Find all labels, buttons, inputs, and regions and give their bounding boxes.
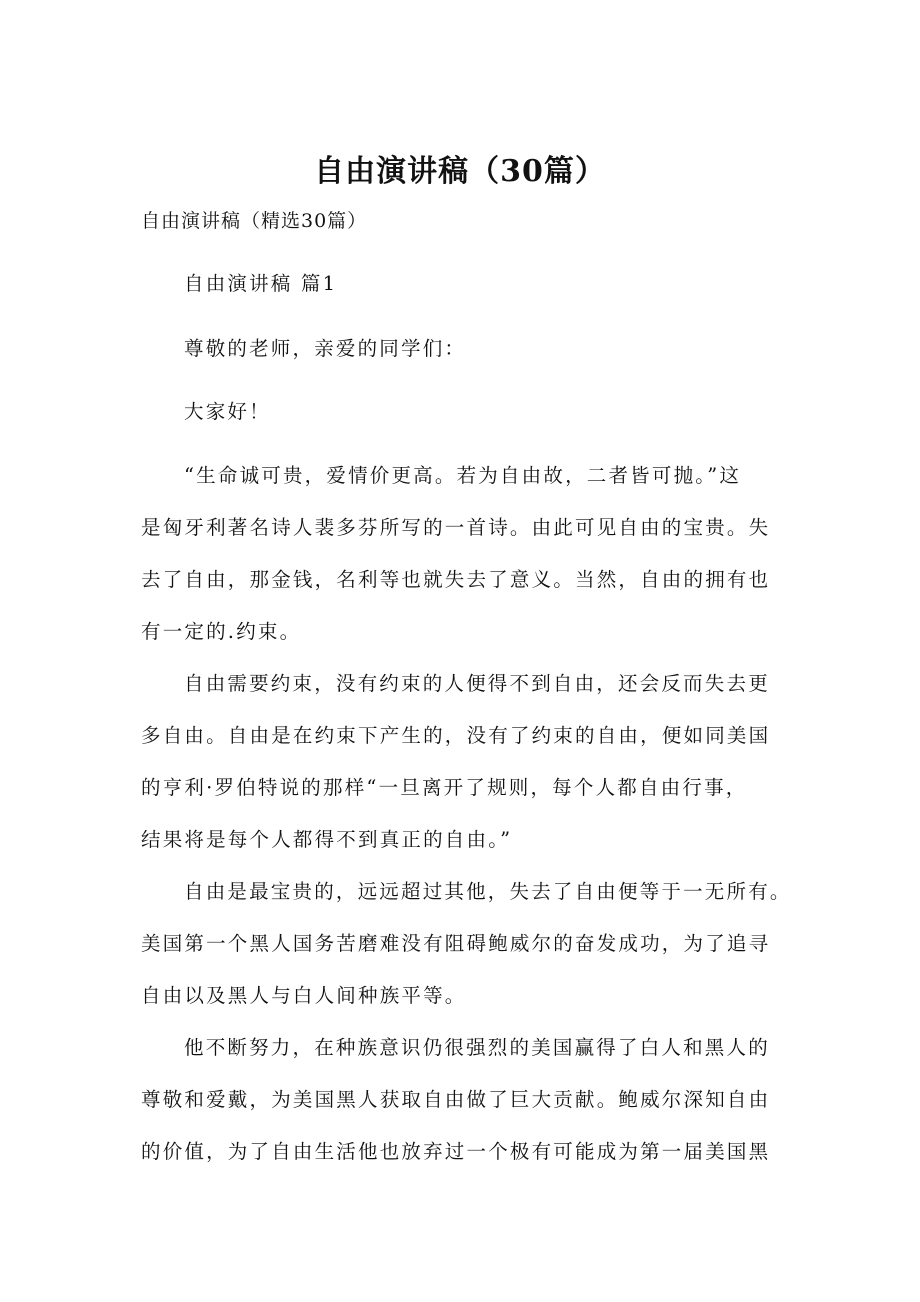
paragraph-line: 多自由。自由是在约束下产生的，没有了约束的自由，便如同美国 [141,724,771,747]
paragraph-4 [141,1022,801,1178]
document-subtitle: 自由演讲稿（精选30篇） [141,210,368,232]
paragraph-line: 结果将是每个人都得不到真正的自由。” [141,828,513,851]
paragraph-line: 美国第一个黑人国务苦磨难没有阻碍鲍威尔的奋发成功，为了追寻 [141,932,771,955]
paragraph-line: 有一定的.约束。 [141,620,302,643]
greeting-block [141,386,801,438]
paragraph-line: 尊敬和爱戴，为美国黑人获取自由做了巨大贡献。鲍威尔深知自由 [141,1088,771,1111]
paragraph-2 [141,658,801,866]
paragraph-line: 是匈牙利著名诗人裴多芬所写的一首诗。由此可见自由的宝贵。失 [141,516,771,539]
greeting: 大家好！ [184,400,271,423]
paragraph-line: 去了自由，那金钱，名利等也就失去了意义。当然，自由的拥有也 [141,568,771,591]
document-title: 自由演讲稿（30篇） [314,154,606,189]
paragraph-1 [141,450,801,658]
paragraph-line: 的价值，为了自由生活他也放弃过一个极有可能成为第一届美国黑 [141,1140,771,1163]
paragraph-line: 自由需要约束，没有约束的人便得不到自由，还会反而失去更 [184,672,770,695]
section-heading-block [141,258,801,310]
section-heading: 自由演讲稿 篇1 [184,272,338,295]
paragraph-line: 他不断努力，在种族意识仍很强烈的美国赢得了白人和黑人的 [184,1036,770,1059]
paragraph-line: 自由是最宝贵的，远远超过其他，失去了自由便等于一无所有。 [184,880,792,903]
paragraph-line: 自由以及黑人与白人间种族平等。 [141,984,467,1007]
paragraph-line: 的亨利·罗伯特说的那样“一旦离开了规则，每个人都自由行事， [141,776,748,799]
salutation-block [141,323,801,375]
paragraph-3 [141,866,801,1022]
paragraph-line: “生命诚可贵，爱情价更高。若为自由故，二者皆可抛。”这 [184,464,742,487]
salutation: 尊敬的老师，亲爱的同学们： [184,337,467,360]
